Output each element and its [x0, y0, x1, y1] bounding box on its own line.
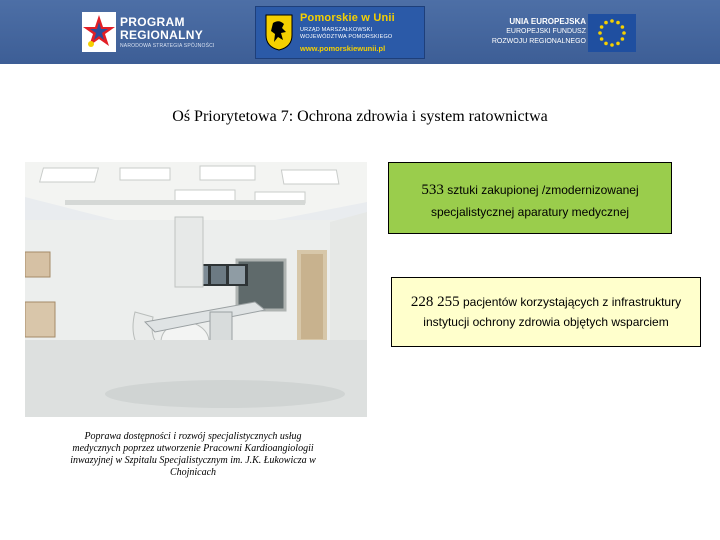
eu-logo-text	[466, 16, 586, 47]
pomorskie-title: Pomorskie w Unii	[300, 12, 395, 24]
stat-text-equipment-2: specjalistycznej aparatury medycznej	[430, 205, 630, 219]
eu-line2: EUROPEJSKI FUNDUSZ	[506, 28, 586, 35]
slide-title: Oś Priorytetowa 7: Ochrona zdrowia i system ratownictwa	[172, 108, 548, 125]
program-regionalny-logo	[82, 10, 232, 56]
caption-line: Poprawa dostępności i rozwój specjalistycznych usług	[84, 431, 302, 442]
cath-lab-illustration	[25, 162, 367, 417]
program-line2: REGIONALNY	[120, 28, 204, 42]
header-banner	[0, 0, 720, 64]
caption-line: medycznych poprzez utworzenie Pracowni Kardioangiologii	[72, 443, 314, 454]
stat-box-equipment	[388, 162, 672, 234]
eu-flag-icon	[588, 14, 636, 52]
operating-room-photo	[25, 162, 367, 417]
pomorskie-sub1: URZĄD MARSZAŁKOWSKI	[300, 27, 373, 33]
stat-number-patients: 228 255	[410, 294, 460, 310]
eu-line3: ROZWOJU REGIONALNEGO	[491, 38, 586, 45]
pomorskie-website: www.pomorskiewunii.pl	[300, 44, 386, 53]
stat-number-equipment: 533	[421, 182, 444, 198]
pomorskie-logo	[255, 6, 425, 59]
eu-line1: UNIA EUROPEJSKA	[509, 17, 586, 26]
caption-line: inwazyjnej w Szpitalu Specjalistycznym im. J.K. Łukowicza w	[70, 455, 316, 466]
pomorskie-sub2: WOJEWÓDZTWA POMORSKIEGO	[300, 34, 393, 40]
griffin-crest-icon	[264, 13, 294, 51]
stat-text-patients-2: instytucji ochrony zdrowia objętych wsparciem	[423, 315, 669, 329]
star-icon	[82, 12, 116, 52]
program-line3: NARODOWA STRATEGIA SPÓJNOŚCI	[120, 43, 215, 49]
stat-box-patients	[391, 277, 701, 347]
caption-line: Chojnicach	[169, 467, 217, 478]
program-line1: PROGRAM	[120, 15, 185, 29]
stat-text-equipment-1: sztuki zakupionej /zmodernizowanej	[447, 183, 639, 197]
photo-caption	[25, 431, 361, 479]
stat-text-patients-1: pacjentów korzystających z infrastruktury	[463, 295, 682, 309]
